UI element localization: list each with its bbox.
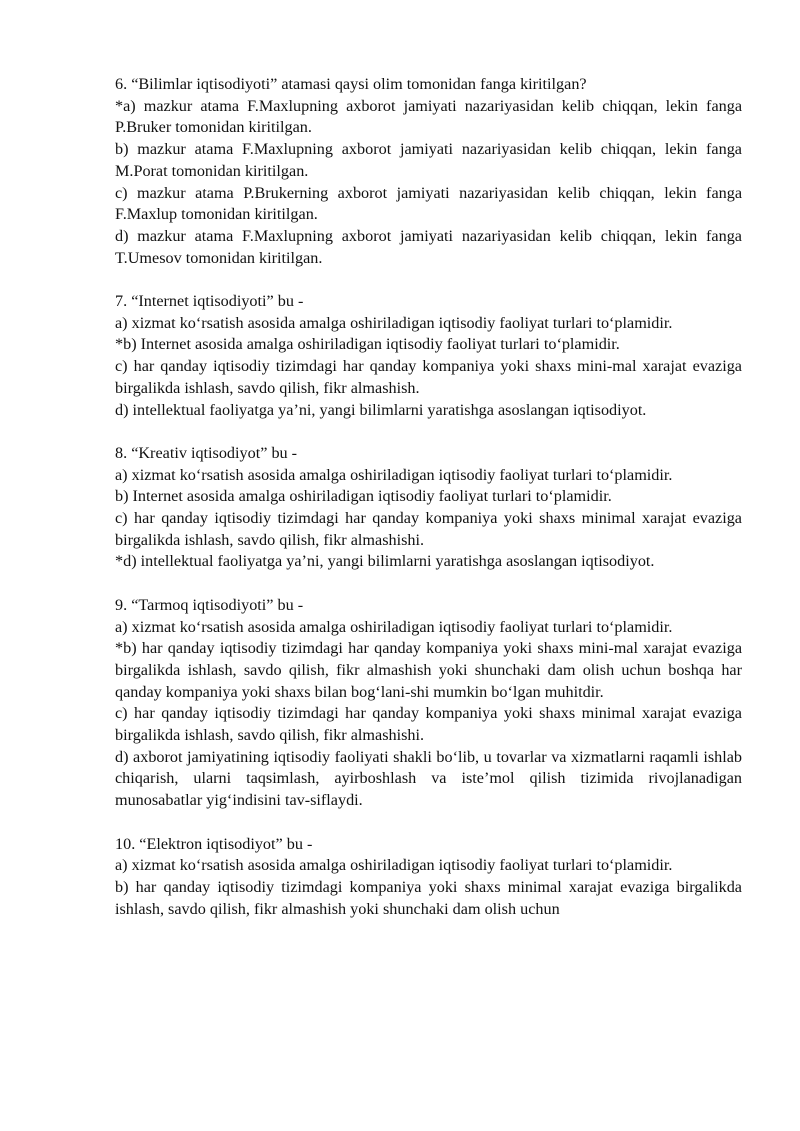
option-c: c) mazkur atama P.Brukerning axborot jamiyati nazariyasidan kelib chiqqan, lekin fanga F.Maxlup tomonidan kiritilgan. <box>115 183 742 224</box>
question-text: 10. “Elektron iqtisodiyot” bu - <box>115 834 313 853</box>
question-10 <box>115 834 742 921</box>
option-a: a) xizmat ko‘rsatish asosida amalga oshiriladigan iqtisodiy faoliyat turlari to‘plamidir. <box>115 313 673 332</box>
option-d: d) mazkur atama F.Maxlupning axborot jamiyati nazariyasidan kelib chiqqan, lekin fanga T.Umesov tomonidan kiritilgan. <box>115 226 742 267</box>
question-6 <box>115 74 742 269</box>
question-text: 8. “Kreativ iqtisodiyot” bu - <box>115 443 298 462</box>
option-a: a) xizmat ko‘rsatish asosida amalga oshiriladigan iqtisodiy faoliyat turlari to‘plamidir. <box>115 617 673 636</box>
option-b: b) mazkur atama F.Maxlupning axborot jamiyati nazariyasidan kelib chiqqan, lekin fanga M.Porat tomonidan kiritilgan. <box>115 140 742 180</box>
option-d: d) axborot jamiyatining iqtisodiy faoliyati shakli bo‘lib, u tovarlar va xizmatlarni raqamli ishlab chiqarish, ularni taqsimlash, ayirboshlash va iste’mol qilish tizimida rivojlanadigan munosabatlar yig‘indisini tav-siflaydi. <box>115 747 742 810</box>
option-c: c) har qanday iqtisodiy tizimdagi har qanday kompaniya yoki shaxs minimal xarajat evaziga birgalikda ishlash, savdo qilish, fikr almashishi. <box>115 704 742 745</box>
question-9 <box>115 595 742 812</box>
option-a: a) xizmat ko‘rsatish asosida amalga oshiriladigan iqtisodiy faoliyat turlari to‘plamidir. <box>115 465 673 484</box>
option-b: *b) har qanday iqtisodiy tizimdagi har qanday kompaniya yoki shaxs mini-mal xarajat evaziga birgalikda ishlash, savdo qilish, fikr almashish yoki shunchaki dam olish uchun boshqa har qanday kompaniya yoki shaxs bilan bog‘lani-shi mumkin bo‘lgan muhitdir. <box>115 639 742 701</box>
question-7 <box>115 291 742 421</box>
document-page <box>115 74 742 942</box>
question-text: 7. “Internet iqtisodiyoti” bu - <box>115 292 304 311</box>
option-b: b) Internet asosida amalga oshiriladigan iqtisodiy faoliyat turlari to‘plamidir. <box>115 487 612 506</box>
option-b: *b) Internet asosida amalga oshiriladigan iqtisodiy faoliyat turlari to‘plamidir. <box>115 335 620 354</box>
option-c: c) har qanday iqtisodiy tizimdagi har qanday kompaniya yoki shaxs mini-mal xarajat evaziga birgalikda ishlash, savdo qilish, fikr almashish. <box>115 357 742 397</box>
option-b: b) har qanday iqtisodiy tizimdagi kompaniya yoki shaxs minimal xarajat evaziga birgalikda ishlash, savdo qilish, fikr almashish yoki shunchaki dam olish uchun <box>115 877 742 918</box>
question-text: 9. “Tarmoq iqtisodiyoti” bu - <box>115 595 304 614</box>
option-d: *d) intellektual faoliyatga ya’ni, yangi bilimlarni yaratishga asoslangan iqtisodiyot. <box>115 552 655 571</box>
question-8 <box>115 443 742 573</box>
option-c: c) har qanday iqtisodiy tizimdagi har qanday kompaniya yoki shaxs minimal xarajat evaziga birgalikda ishlash, savdo qilish, fikr almashishi. <box>115 509 742 549</box>
question-text: 6. “Bilimlar iqtisodiyoti” atamasi qaysi olim tomonidan fanga kiritilgan? <box>115 75 587 93</box>
option-a: a) xizmat ko‘rsatish asosida amalga oshiriladigan iqtisodiy faoliyat turlari to‘plamidir. <box>115 856 673 875</box>
option-a: *a) mazkur atama F.Maxlupning axborot jamiyati nazariyasidan kelib chiqqan, lekin fanga P.Bruker tomonidan kiritilgan. <box>115 96 742 137</box>
option-d: d) intellektual faoliyatga ya’ni, yangi bilimlarni yaratishga asoslangan iqtisodiyot. <box>115 400 647 419</box>
